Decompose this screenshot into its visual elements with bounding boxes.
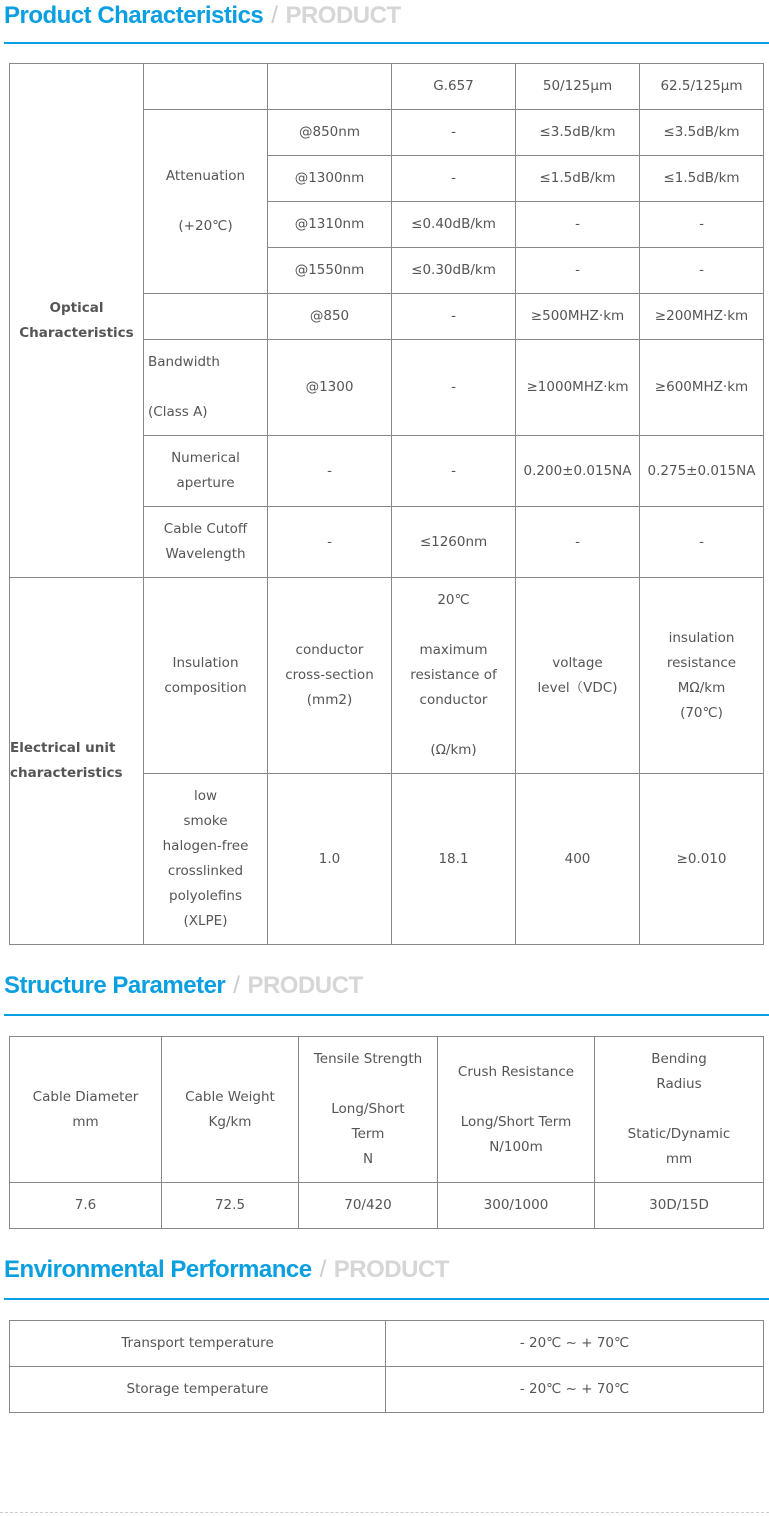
cell: ≤1260nm (392, 507, 516, 578)
cell: low smoke halogen-free crosslinked polyolefins (XLPE) (144, 774, 268, 945)
cell: ≤1.5dB/km (516, 156, 640, 202)
section-title: Structure Parameter (4, 972, 226, 999)
cell: Storage temperature (10, 1367, 386, 1413)
section-subtitle: PRODUCT (333, 1256, 449, 1283)
cell: - (392, 340, 516, 436)
section-title: Environmental Performance (4, 1256, 312, 1283)
cell: 0.275±0.015NA (640, 436, 764, 507)
cell: - (640, 507, 764, 578)
optical-characteristics-label: Optical Characteristics (10, 64, 144, 578)
header-62-5-125: 62.5/125μm (640, 64, 764, 110)
environmental-performance-table (9, 1320, 764, 1413)
cell: @850 (268, 294, 392, 340)
numerical-aperture-label: Numerical aperture (144, 436, 268, 507)
cell: @1300nm (268, 156, 392, 202)
cell: ≥0.010 (640, 774, 764, 945)
cell: - (516, 248, 640, 294)
structure-parameter-table (9, 1036, 764, 1229)
cell: ≤0.30dB/km (392, 248, 516, 294)
cell: 20℃ maximum resistance of conductor (Ω/km) (392, 578, 516, 774)
cell: insulation resistance MΩ/km (70℃) (640, 578, 764, 774)
cell: @850nm (268, 110, 392, 156)
cell: ≤3.5dB/km (640, 110, 764, 156)
cell: 70/420 (299, 1183, 438, 1229)
cell: 300/1000 (438, 1183, 595, 1229)
cell: - (268, 436, 392, 507)
cell: - (392, 436, 516, 507)
cell: ≥1000MHZ·km (516, 340, 640, 436)
cell: 30D/15D (595, 1183, 764, 1229)
cell: ≤3.5dB/km (516, 110, 640, 156)
cell: @1300 (268, 340, 392, 436)
cell: voltage level（VDC) (516, 578, 640, 774)
electrical-unit-label: Electrical unit characteristics (10, 578, 144, 945)
cell: - (392, 294, 516, 340)
cell: - (392, 156, 516, 202)
cell: - (516, 507, 640, 578)
header-50-125: 50/125μm (516, 64, 640, 110)
cell: @1310nm (268, 202, 392, 248)
section-title: Product Characteristics (4, 2, 264, 29)
cell: - (640, 202, 764, 248)
cell: - 20℃ ~ + 70℃ (386, 1367, 764, 1413)
cell: ≥600MHZ·km (640, 340, 764, 436)
cell: 400 (516, 774, 640, 945)
electrical-characteristics-table (9, 577, 764, 945)
section-subtitle: PRODUCT (247, 972, 363, 999)
footer-divider (0, 1512, 769, 1513)
header-cell: Cable Weight Kg/km (162, 1037, 299, 1183)
cell: 18.1 (392, 774, 516, 945)
header-cell: Cable Diameter mm (10, 1037, 162, 1183)
cell: 1.0 (268, 774, 392, 945)
cell: Insulation composition (144, 578, 268, 774)
cell: ≤1.5dB/km (640, 156, 764, 202)
structure-parameter-header: Structure Parameter / PRODUCT (4, 972, 769, 1016)
cell: 7.6 (10, 1183, 162, 1229)
header-cell: Bending Radius Static/Dynamic mm (595, 1037, 764, 1183)
section-subtitle: PRODUCT (285, 2, 401, 29)
header-cell: Crush Resistance Long/Short Term N/100m (438, 1037, 595, 1183)
product-characteristics-table (9, 63, 764, 578)
cell: @1550nm (268, 248, 392, 294)
attenuation-label: Attenuation (+20℃) (144, 110, 268, 294)
cell: - (268, 507, 392, 578)
cell: ≥200MHZ·km (640, 294, 764, 340)
cell: - (516, 202, 640, 248)
product-characteristics-header: Product Characteristics / PRODUCT (4, 0, 769, 44)
environmental-performance-header: Environmental Performance / PRODUCT (4, 1256, 769, 1300)
cell: 72.5 (162, 1183, 299, 1229)
header-cell: Tensile Strength Long/Short Term N (299, 1037, 438, 1183)
cell: conductor cross-section (mm2) (268, 578, 392, 774)
cutoff-wavelength-label: Cable Cutoff Wavelength (144, 507, 268, 578)
header-g657: G.657 (392, 64, 516, 110)
cell: ≤0.40dB/km (392, 202, 516, 248)
cell: 0.200±0.015NA (516, 436, 640, 507)
cell: - (392, 110, 516, 156)
cell: - 20℃ ~ + 70℃ (386, 1321, 764, 1367)
cell: - (640, 248, 764, 294)
cell: Transport temperature (10, 1321, 386, 1367)
bandwidth-label: Bandwidth (Class A) (144, 340, 268, 436)
cell: ≥500MHZ·km (516, 294, 640, 340)
